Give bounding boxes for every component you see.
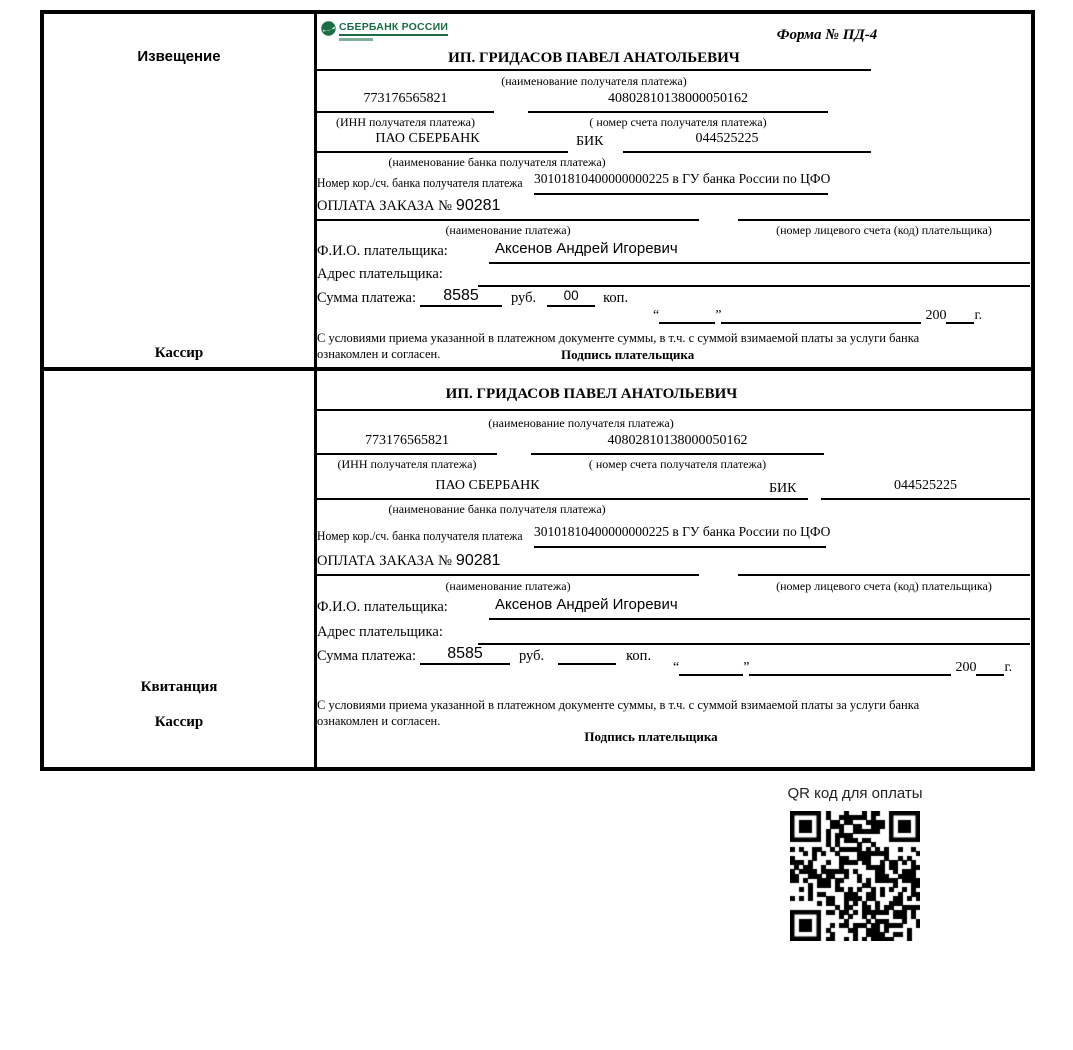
amount-rub-value: 8585: [420, 645, 510, 665]
notice-title: Извещение: [137, 48, 221, 65]
recipient-name: ИП. ГРИДАСОВ ПАВЕЛ АНАТОЛЬЕВИЧ: [317, 386, 1031, 411]
date-day-line: [659, 306, 715, 324]
payer-address-line: [478, 263, 1030, 287]
quote-close: ”: [743, 660, 750, 675]
receipt-right-cell: [317, 371, 1031, 767]
quote-open: “: [673, 660, 680, 675]
notice-section: [44, 14, 1031, 371]
payment-purpose-label: ОПЛАТА ЗАКАЗА №: [317, 198, 452, 214]
notice-right-cell: [317, 14, 1031, 367]
amount-label: Сумма платежа:: [317, 648, 416, 664]
recipient-name-caption: (наименование получателя платежа): [501, 74, 687, 88]
date-month-line: [721, 306, 921, 324]
year-line: [946, 306, 974, 324]
agreement-line2: ознакомлен и согласен.: [317, 713, 441, 728]
payment-purpose-value: 90281: [455, 552, 501, 569]
agreement-line2: ознакомлен и согласен.: [317, 346, 441, 361]
amount-rub-value: 8585: [420, 287, 502, 307]
date-day-line: [679, 658, 743, 676]
payer-fio-value: Аксенов Андрей Игоревич: [489, 240, 1030, 264]
amount-label: Сумма платежа:: [317, 290, 416, 306]
bank-caption: (наименование банка получателя платежа): [388, 502, 606, 516]
recipient-inn: 773176565821: [317, 433, 497, 455]
payer-fio-label: Ф.И.О. плательщика:: [317, 599, 448, 615]
quote-open: “: [653, 308, 660, 323]
sberbank-logo-subline: [339, 38, 373, 41]
bank-caption: (наименование банка получателя платежа): [388, 155, 606, 169]
cashier-label: Кассир: [154, 714, 204, 730]
date-month-line: [749, 658, 951, 676]
personal-account-caption: (номер лицевого счета (код) плательщика): [776, 579, 992, 593]
qr-caption: QR код для оплаты: [787, 785, 923, 802]
inn-caption: (ИНН получателя платежа): [336, 115, 475, 129]
rub-label: руб.: [519, 648, 545, 664]
amount-kop-value: 00: [547, 288, 595, 307]
sberbank-emblem-icon: [321, 21, 336, 36]
bik-value: 044525225: [623, 131, 871, 153]
bik-label: БИК: [576, 134, 604, 149]
corr-account-value: 30101810400000000225 в ГУ банка России по ЦФО: [534, 524, 826, 548]
year-suffix: г.: [1004, 660, 1013, 675]
payment-purpose: [317, 552, 699, 576]
year-suffix: г.: [974, 308, 983, 323]
personal-account-line: [738, 552, 1030, 576]
year-line: [976, 658, 1004, 676]
form-table: [40, 10, 1035, 771]
purpose-caption: (наименование платежа): [445, 223, 571, 237]
recipient-inn: 773176565821: [317, 91, 494, 113]
recipient-bank: ПАО СБЕРБАНК: [317, 131, 568, 153]
bik-value: 044525225: [821, 478, 1030, 500]
qr-code: [790, 811, 920, 941]
payer-address-line: [478, 621, 1030, 645]
signature-label: Подпись плательщика: [561, 346, 695, 362]
receipt-left-cell: [44, 371, 317, 767]
kop-label: коп.: [626, 648, 652, 664]
notice-left-cell: [44, 14, 317, 367]
recipient-bank: ПАО СБЕРБАНК: [317, 478, 808, 500]
quote-close: ”: [715, 308, 722, 323]
agreement-text: [317, 698, 977, 729]
year-prefix: 200: [925, 308, 947, 323]
payer-address-label: Адрес плательщика:: [317, 266, 443, 282]
account-caption: ( номер счета получателя платежа): [589, 115, 767, 129]
amount-kop-value: [558, 646, 616, 665]
inn-caption: (ИНН получателя платежа): [337, 457, 477, 471]
bik-label: БИК: [769, 481, 797, 496]
recipient-name-caption: (наименование получателя платежа): [488, 416, 674, 430]
form-number: Форма № ПД-4: [776, 27, 878, 43]
corr-account-label: Номер кор./сч. банка получателя платежа: [317, 175, 523, 190]
date-row: [673, 658, 1012, 676]
recipient-name: ИП. ГРИДАСОВ ПАВЕЛ АНАТОЛЬЕВИЧ: [317, 50, 871, 71]
personal-account-line: [738, 197, 1030, 221]
payment-purpose-label: ОПЛАТА ЗАКАЗА №: [317, 553, 452, 569]
rub-label: руб.: [511, 290, 537, 306]
agreement-text: [317, 331, 977, 362]
payer-fio-label: Ф.И.О. плательщика:: [317, 243, 448, 259]
amount-row: [317, 285, 628, 307]
recipient-account: 40802810138000050162: [531, 433, 824, 455]
sberbank-logo-text: СБЕРБАНК РОССИИ: [339, 21, 448, 36]
corr-account-value: 30101810400000000225 в ГУ банка России по ЦФО: [534, 171, 828, 195]
agreement-line2-wrap: [317, 347, 977, 363]
receipt-title: Квитанция: [140, 679, 218, 695]
receipt-section: [44, 371, 1031, 767]
signature-label: Подпись плательщика: [584, 729, 718, 744]
payment-purpose-value: 90281: [455, 197, 501, 214]
date-row: [653, 306, 982, 324]
amount-row: [317, 643, 651, 665]
agreement-line1: С условиями приема указанной в платежном документе суммы, в т.ч. с суммой взимаемой платы за услуги банка: [317, 331, 920, 345]
sberbank-logo: [321, 21, 448, 41]
kop-label: коп.: [603, 290, 629, 306]
year-prefix: 200: [955, 660, 977, 675]
account-caption: ( номер счета получателя платежа): [588, 457, 767, 471]
purpose-caption: (наименование платежа): [445, 579, 571, 593]
payer-fio-value: Аксенов Андрей Игоревич: [489, 596, 1030, 620]
personal-account-caption: (номер лицевого счета (код) плательщика): [776, 223, 992, 237]
cashier-label: Кассир: [154, 345, 204, 361]
payment-purpose: [317, 197, 699, 221]
corr-account-label: Номер кор./сч. банка получателя платежа: [317, 528, 523, 543]
payer-address-label: Адрес плательщика:: [317, 624, 443, 640]
recipient-account: 40802810138000050162: [528, 91, 828, 113]
agreement-line1: С условиями приема указанной в платежном документе суммы, в т.ч. с суммой взимаемой платы за услуги банка: [317, 698, 920, 712]
